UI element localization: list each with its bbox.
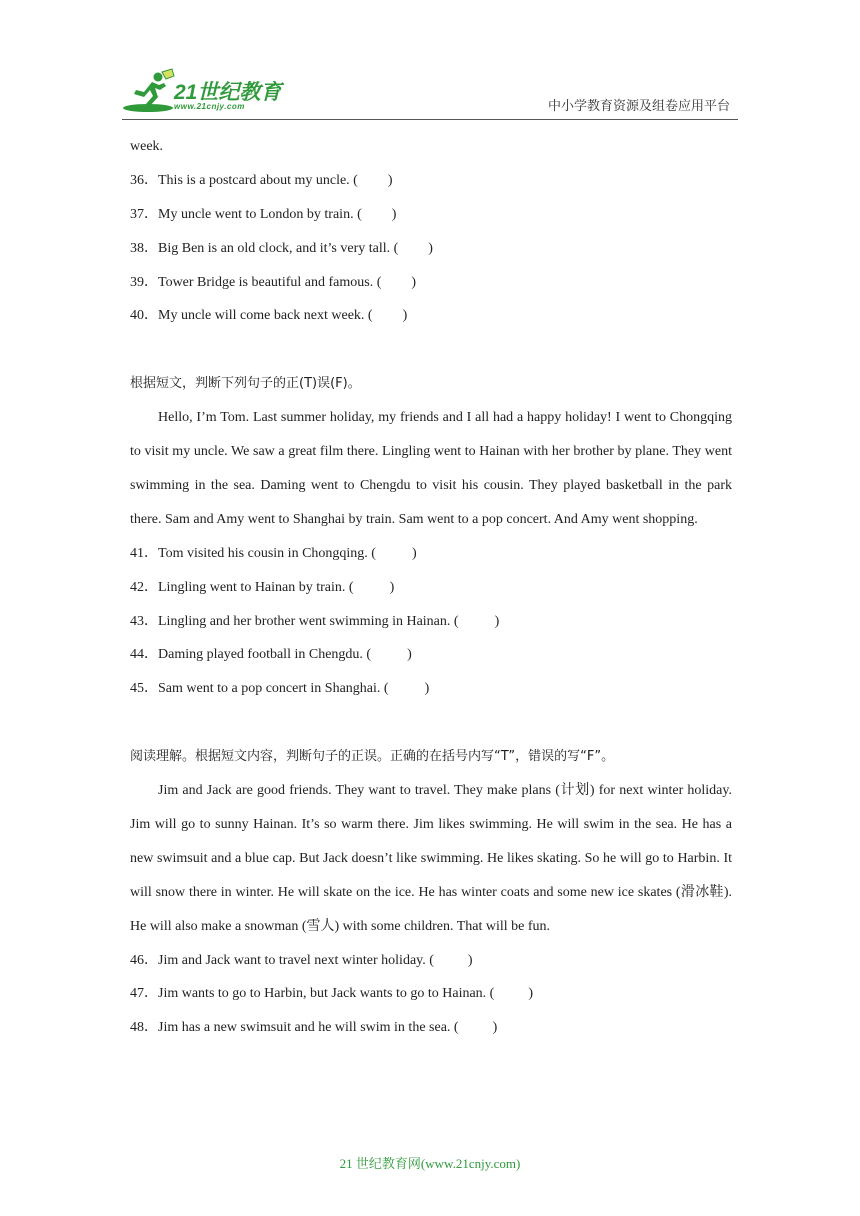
page-footer: 21 世纪教育网(www.21cnjy.com) (339, 1156, 521, 1171)
question-36: 36．This is a postcard about my uncle. ( ) (130, 172, 393, 188)
question-39: 39．Tower Bridge is beautiful and famous. ( ) (130, 274, 417, 290)
question-48: 48．Jim has a new swimsuit and he will swim in the sea. ( ) (130, 1020, 498, 1036)
question-44: 44．Daming played football in Chengdu. ( ) (130, 647, 412, 663)
question-38: 38．Big Ben is an old clock, and it’s very tall. ( ) (130, 240, 433, 256)
logo (122, 68, 290, 116)
question-47: 47．Jim wants to go to Harbin, but Jack wants to go to Hainan. ( ) (130, 986, 534, 1002)
question-41: 41．Tom visited his cousin in Chongqing. ( ) (130, 545, 417, 561)
header-divider (122, 119, 738, 120)
document-body (130, 130, 732, 1045)
question-37: 37．My uncle went to London by train. ( ) (130, 206, 397, 222)
section-instruction: 阅读理解。根据短文内容，判断句子的正误。正确的在括号内写“T”，错误的写“F”。 (130, 749, 615, 765)
reading-passage: Jim and Jack are good friends. They want to travel. They make plans (计划) for next winter holiday. Jim will go to sunny Hainan. It’s so warm there. Jim likes swimming. He will swim in the sea. He has a new swimsuit and a blue cap. But Jack doesn’t like swimming. He likes skating. So he will go to Harbin. It will snow there in winter. He will skate on the ice. He has winter coats and some new ice skates (滑冰鞋). He will also make a snowman (雪人) with some children. That will be fun. (130, 782, 732, 934)
running-figure-icon (122, 68, 178, 114)
page-header (0, 0, 860, 130)
continuation-text: week. (130, 139, 164, 154)
question-40: 40．My uncle will come back next week. ( ) (130, 308, 408, 324)
question-42: 42．Lingling went to Hainan by train. ( ) (130, 579, 395, 595)
question-45: 45．Sam went to a pop concert in Shanghai. ( ) (130, 681, 430, 697)
platform-tagline: 中小学教育资源及组卷应用平台 (547, 99, 730, 114)
logo-url: www.21cnjy.com (174, 102, 245, 111)
section-instruction: 根据短文，判断下列句子的正(T)误(F)。 (130, 376, 361, 392)
reading-passage: Hello, I’m Tom. Last summer holiday, my friends and I all had a happy holiday! I went to Chongqing to visit my uncle. We saw a great film there. Lingling went to Hainan with her brother by plane. They went swimming in the sea. Daming went to Chengdu to visit his cousin. They played basketball in the park there. Sam and Amy went to Shanghai by train. Sam went to a pop concert. And Amy went shopping. (130, 410, 732, 527)
logo-text: 21世纪教育 (174, 81, 282, 104)
question-43: 43．Lingling and her brother went swimming in Hainan. ( ) (130, 613, 500, 629)
question-46: 46．Jim and Jack want to travel next winter holiday. ( ) (130, 952, 473, 968)
